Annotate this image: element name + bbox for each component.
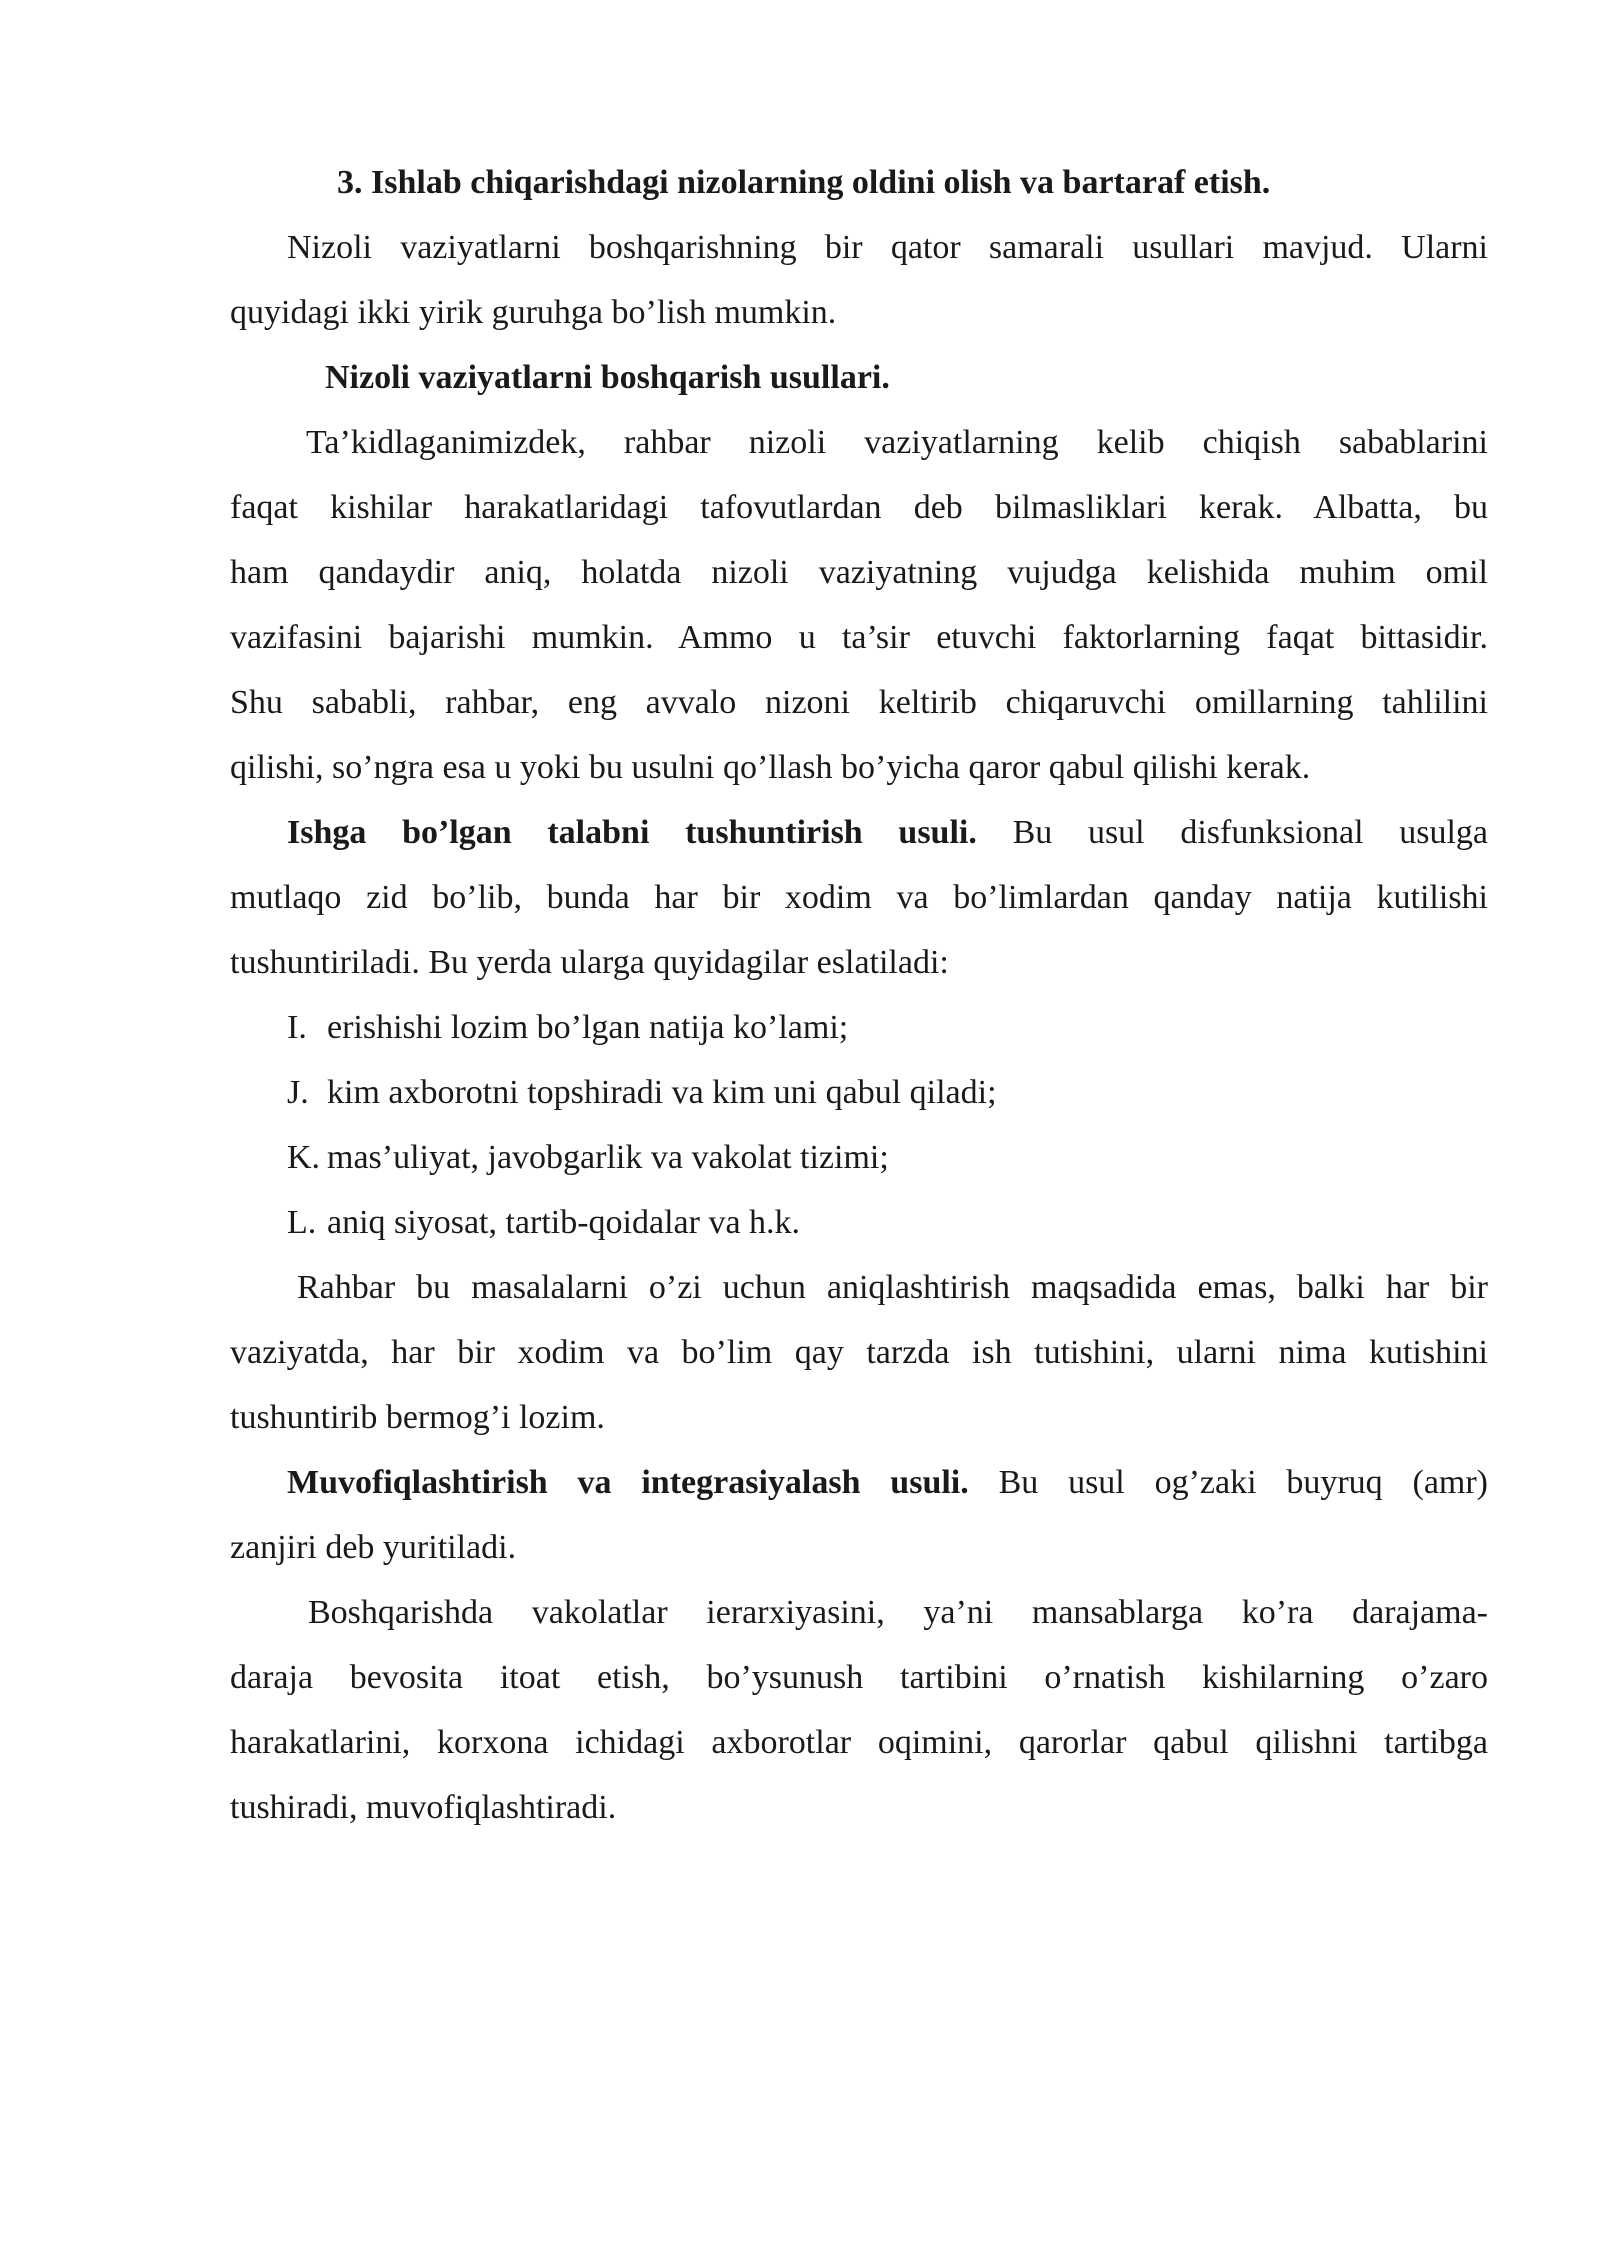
paragraph-2-line-2: faqat kishilar harakatlaridagi tafovutlardan deb bilmasliklari kerak. Albatta, bu <box>230 489 1488 526</box>
list-marker: I. <box>287 1009 307 1046</box>
paragraph-3-line-3: tushuntiriladi. Bu yerda ularga quyidagilar eslatiladi: <box>230 944 949 981</box>
method-title-requirements: Ishga bo’lgan talabni tushuntirish usuli. <box>287 814 977 851</box>
method-title-coordination: Muvofiqlashtirish va integrasiyalash usuli. <box>287 1464 969 1501</box>
list-marker: J. <box>287 1074 309 1111</box>
list-item <box>230 1190 1488 1255</box>
paragraph-3-line-1 <box>230 800 1488 865</box>
list-item-text: aniq siyosat, tartib-qoidalar va h.k. <box>327 1204 801 1241</box>
paragraph-4-line-1: Rahbar bu masalalarni o’zi uchun aniqlashtirish maqsadida emas, balki har bir <box>297 1269 1488 1306</box>
paragraph-1-line-1: Nizoli vaziyatlarni boshqarishning bir qator samarali usullari mavjud. Ularni <box>287 229 1488 266</box>
paragraph-3-line-2: mutlaqo zid bo’lib, bunda har bir xodim va bo’limlardan qanday natija kutilishi <box>230 879 1488 916</box>
list-item <box>230 995 1488 1060</box>
paragraph-5-line-1-rest: Bu usul og’zaki buyruq (amr) <box>998 1464 1488 1501</box>
list-item-text: kim axborotni topshiradi va kim uni qabul qiladi; <box>327 1074 997 1111</box>
paragraph-2-line-5: Shu sababli, rahbar, eng avvalo nizoni keltirib chiqaruvchi omillarning tahlilini <box>230 684 1488 721</box>
paragraph-1-line-2: quyidagi ikki yirik guruhga bo’lish mumkin. <box>230 294 837 331</box>
list-marker: L. <box>287 1204 317 1241</box>
document-page <box>230 150 1488 1840</box>
list-item-text: erishishi lozim bo’lgan natija ko’lami; <box>327 1009 849 1046</box>
section-title: 3. Ishlab chiqarishdagi nizolarning oldini olish va bartaraf etish. <box>337 164 1271 201</box>
list-item-text: mas’uliyat, javobgarlik va vakolat tizimi; <box>327 1139 889 1176</box>
paragraph-5-line-2: zanjiri deb yuritiladi. <box>230 1529 517 1566</box>
list-marker: K. <box>287 1139 321 1176</box>
paragraph-2-line-1: Ta’kidlaganimizdek, rahbar nizoli vaziyatlarning kelib chiqish sabablarini <box>306 424 1488 461</box>
paragraph-2-line-6: qilishi, so’ngra esa u yoki bu usulni qo’llash bo’yicha qaror qabul qilishi kerak. <box>230 749 1311 786</box>
paragraph-4-line-3: tushuntirib bermog’i lozim. <box>230 1399 605 1436</box>
paragraph-3-line-1-rest: Bu usul disfunksional usulga <box>1012 814 1489 851</box>
paragraph-6-line-2: daraja bevosita itoat etish, bo’ysunush tartibini o’rnatish kishilarning o’zaro <box>230 1659 1488 1696</box>
paragraph-6-line-3: harakatlarini, korxona ichidagi axborotlar oqimini, qarorlar qabul qilishni tartibga <box>230 1724 1488 1761</box>
paragraph-5-line-1 <box>230 1450 1488 1515</box>
paragraph-4-line-2: vaziyatda, har bir xodim va bo’lim qay tarzda ish tutishini, ularni nima kutishini <box>230 1334 1488 1371</box>
paragraph-2-line-4: vazifasini bajarishi mumkin. Ammo u ta’sir etuvchi faktorlarning faqat bittasidir. <box>230 619 1488 656</box>
subheading: Nizoli vaziyatlarni boshqarish usullari. <box>325 359 890 396</box>
paragraph-2-line-3: ham qandaydir aniq, holatda nizoli vaziyatning vujudga kelishida muhim omil <box>230 554 1488 591</box>
paragraph-6-line-4: tushiradi, muvofiqlashtiradi. <box>230 1789 617 1826</box>
list-item <box>230 1060 1488 1125</box>
list-item <box>230 1125 1488 1190</box>
paragraph-6-line-1: Boshqarishda vakolatlar ierarxiyasini, ya’ni mansablarga ko’ra darajama- <box>308 1594 1488 1631</box>
